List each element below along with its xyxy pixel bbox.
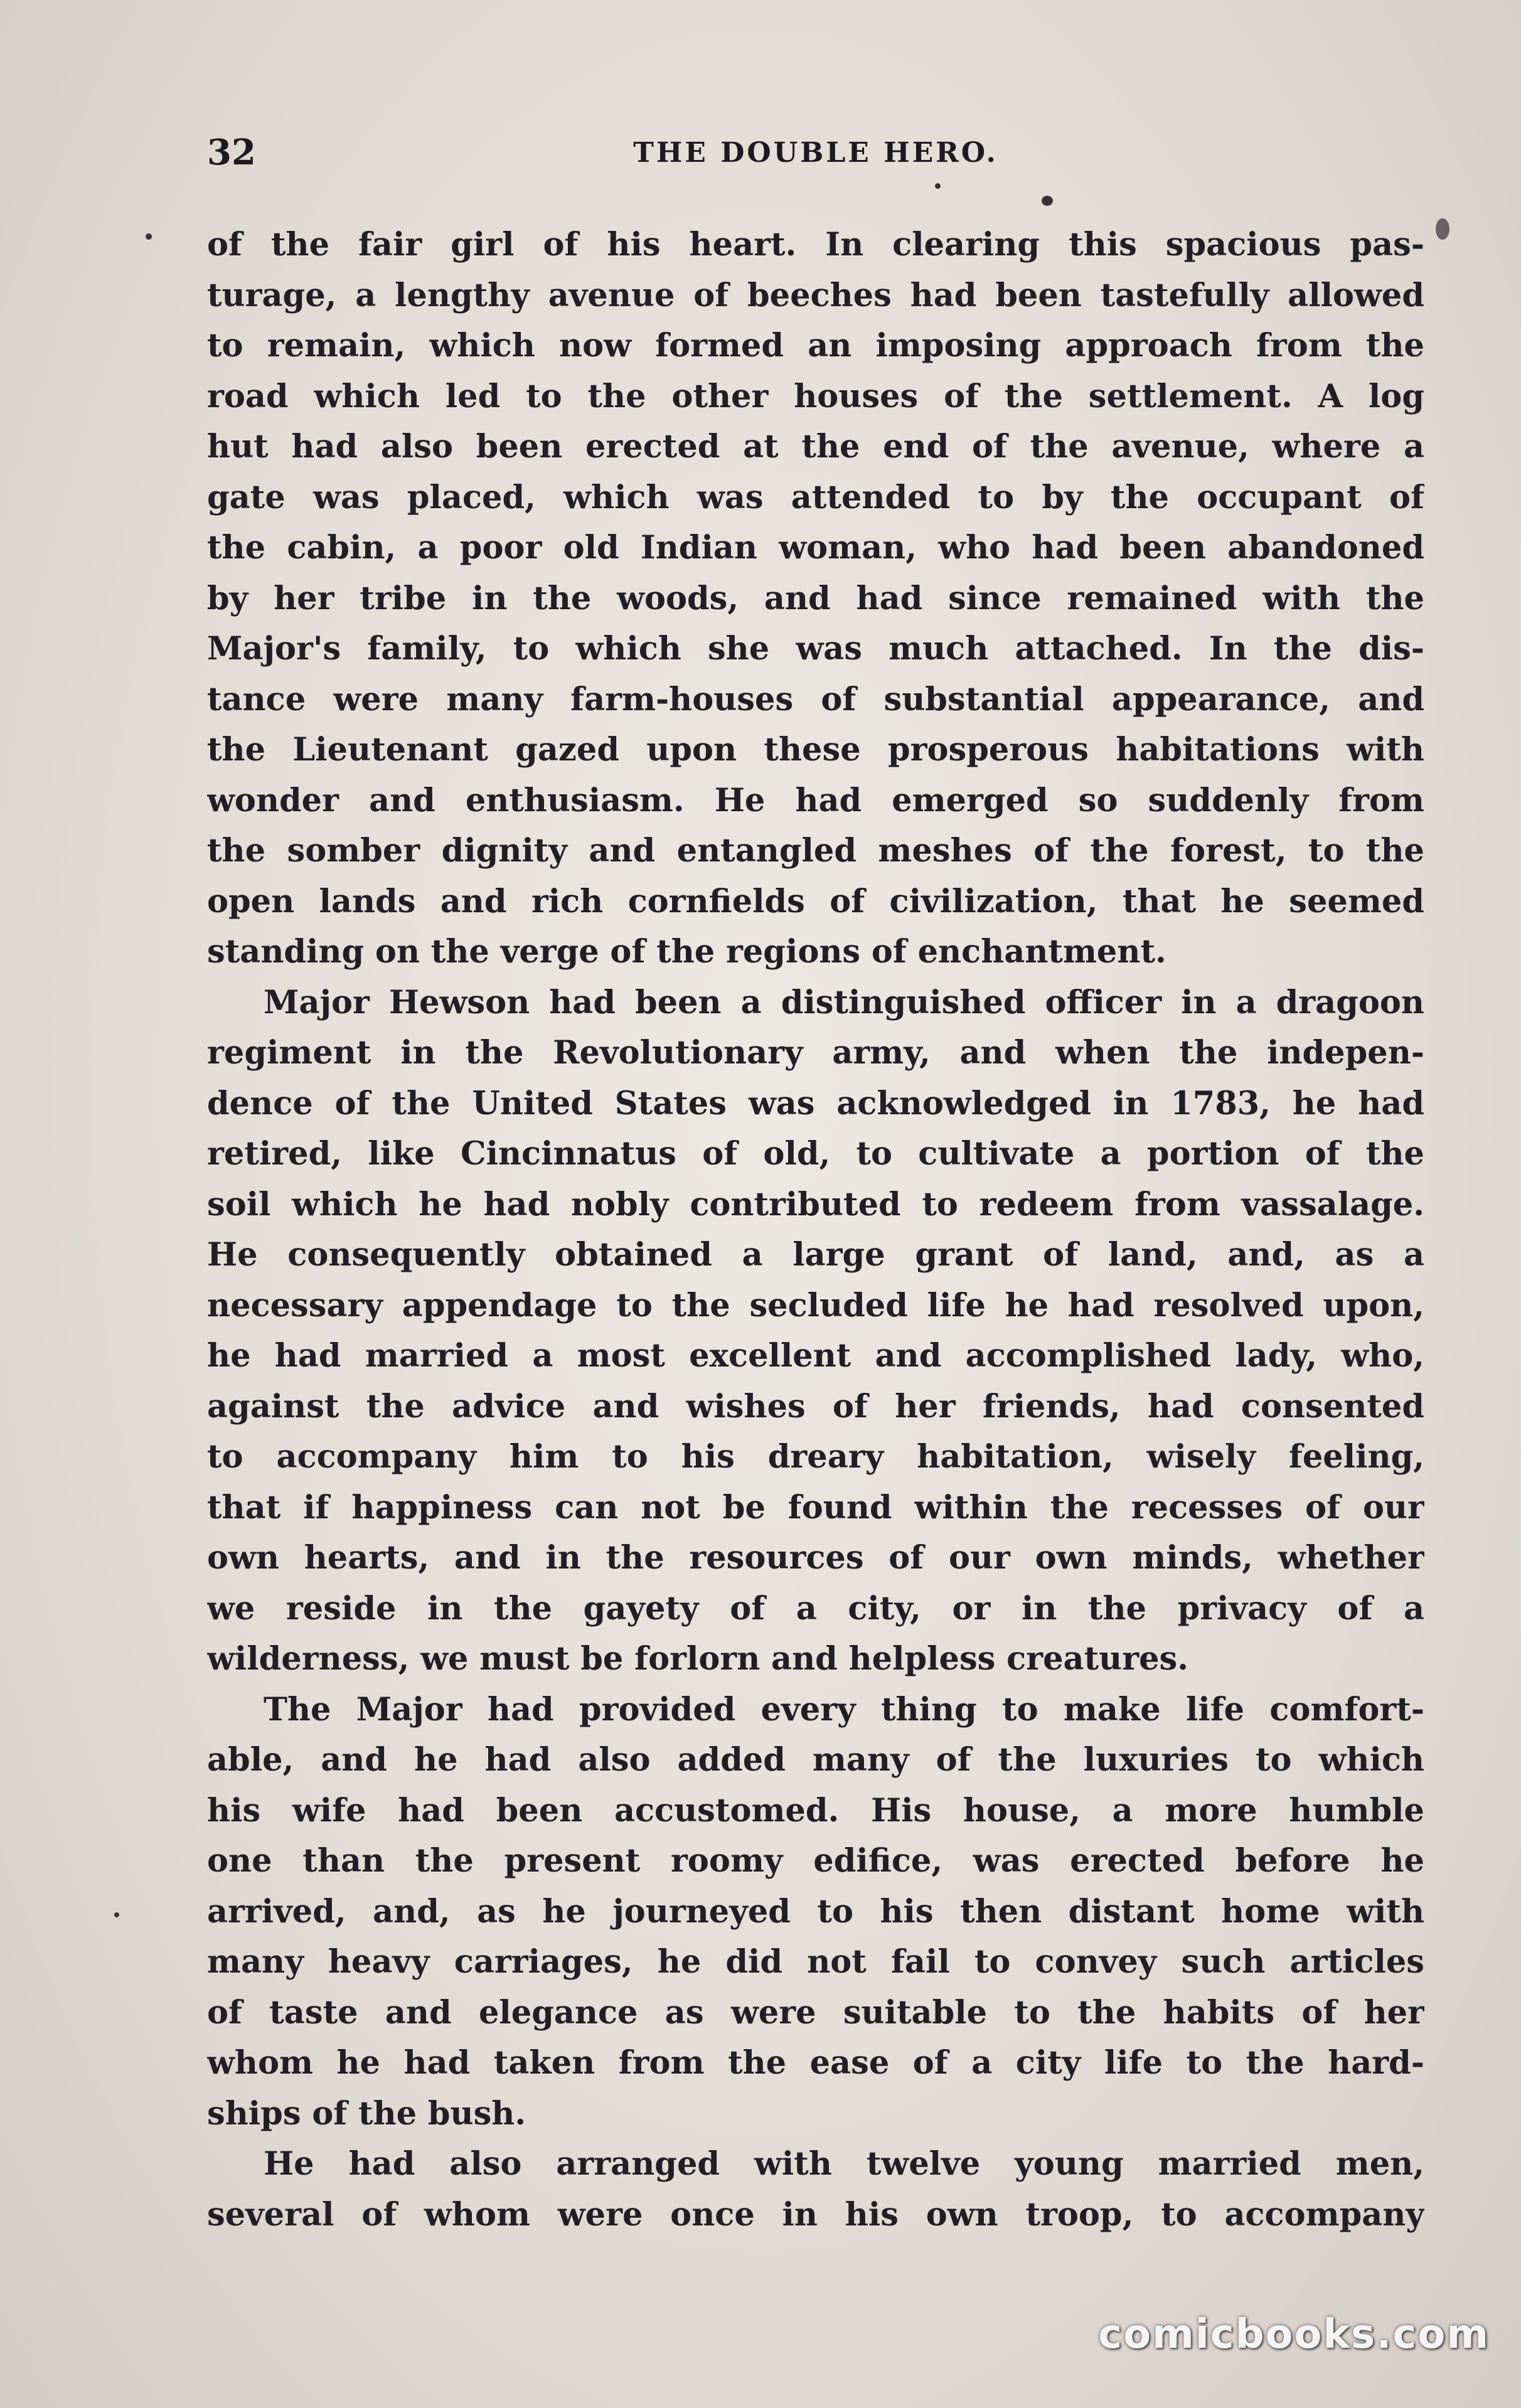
text-line: able, and he had also added many of the luxuries to which <box>207 1741 1424 1779</box>
text-line: to accompany him to his dreary habitation, wisely feeling, <box>207 1438 1424 1476</box>
text-line: of the fair girl of his heart. In clearing this spacious pas- <box>207 226 1424 264</box>
running-title: THE DOUBLE HERO. <box>633 137 998 169</box>
ink-speck <box>1436 218 1449 240</box>
text-line: he had married a most excellent and accomplished lady, who, <box>207 1337 1424 1375</box>
text-line: necessary appendage to the secluded life he had resolved upon, <box>207 1286 1424 1324</box>
text-line: wilderness, we must be forlorn and helpless creatures. <box>207 1640 1188 1678</box>
text-line: wonder and enthusiasm. He had emerged so suddenly from <box>207 781 1424 819</box>
watermark: comicbooks.com <box>1098 2311 1490 2358</box>
text-line: many heavy carriages, he did not fail to convey such articles <box>207 1943 1424 1981</box>
text-line: that if happiness can not be found within the recesses of our <box>207 1488 1424 1526</box>
text-line: whom he had taken from the ease of a city life to the hard- <box>207 2044 1424 2082</box>
ink-speck <box>935 183 941 189</box>
text-line: regiment in the Revolutionary army, and when the indepen- <box>207 1034 1424 1072</box>
text-line: one than the present roomy edifice, was erected before he <box>207 1842 1424 1880</box>
text-line: hut had also been erected at the end of the avenue, where a <box>207 428 1424 466</box>
body-text <box>207 220 1424 2240</box>
text-line: his wife had been accustomed. His house, a more humble <box>207 1791 1424 1830</box>
text-line: soil which he had nobly contributed to redeem from vassalage. <box>207 1185 1424 1223</box>
ink-speck <box>146 233 152 240</box>
text-line: open lands and rich cornfields of civilization, that he seemed <box>207 882 1424 920</box>
text-line: own hearts, and in the resources of our own minds, whether <box>207 1539 1424 1577</box>
text-line: Major Hewson had been a distinguished officer in a dragoon <box>264 983 1424 1021</box>
text-line: by her tribe in the woods, and had since remained with the <box>207 579 1424 617</box>
text-line: standing on the verge of the regions of enchantment. <box>207 933 1166 971</box>
text-line: against the advice and wishes of her friends, had consented <box>207 1387 1424 1425</box>
text-line: He consequently obtained a large grant of land, and, as a <box>207 1236 1424 1274</box>
text-line: arrived, and, as he journeyed to his then distant home with <box>207 1892 1424 1931</box>
page-header <box>207 132 1424 182</box>
text-line: dence of the United States was acknowledged in 1783, he had <box>207 1084 1424 1122</box>
text-line: of taste and elegance as were suitable to the habits of her <box>207 1993 1424 2032</box>
text-line: The Major had provided every thing to make life comfort- <box>264 1690 1424 1729</box>
ink-speck <box>114 1912 119 1917</box>
text-line: to remain, which now formed an imposing approach from the <box>207 327 1424 365</box>
text-line: He had also arranged with twelve young married men, <box>264 2145 1424 2183</box>
text-line: road which led to the other houses of the settlement. A log <box>207 377 1424 415</box>
text-line: tance were many farm-houses of substantial appearance, and <box>207 680 1424 718</box>
page-number: 32 <box>207 132 256 173</box>
text-line: the somber dignity and entangled meshes of the forest, to the <box>207 832 1424 870</box>
text-line: gate was placed, which was attended to by the occupant of <box>207 478 1424 516</box>
text-line: the cabin, a poor old Indian woman, who had been abandoned <box>207 529 1424 567</box>
text-line: we reside in the gayety of a city, or in the privacy of a <box>207 1589 1424 1628</box>
text-line: retired, like Cincinnatus of old, to cultivate a portion of the <box>207 1135 1424 1173</box>
ink-speck <box>1042 196 1053 206</box>
text-line: several of whom were once in his own troop, to accompany <box>207 2195 1424 2234</box>
text-line: turage, a lengthy avenue of beeches had been tastefully allowed <box>207 276 1424 314</box>
text-line: the Lieutenant gazed upon these prosperous habitations with <box>207 731 1424 769</box>
text-line: Major's family, to which she was much attached. In the dis- <box>207 630 1424 668</box>
text-line: ships of the bush. <box>207 2094 526 2133</box>
